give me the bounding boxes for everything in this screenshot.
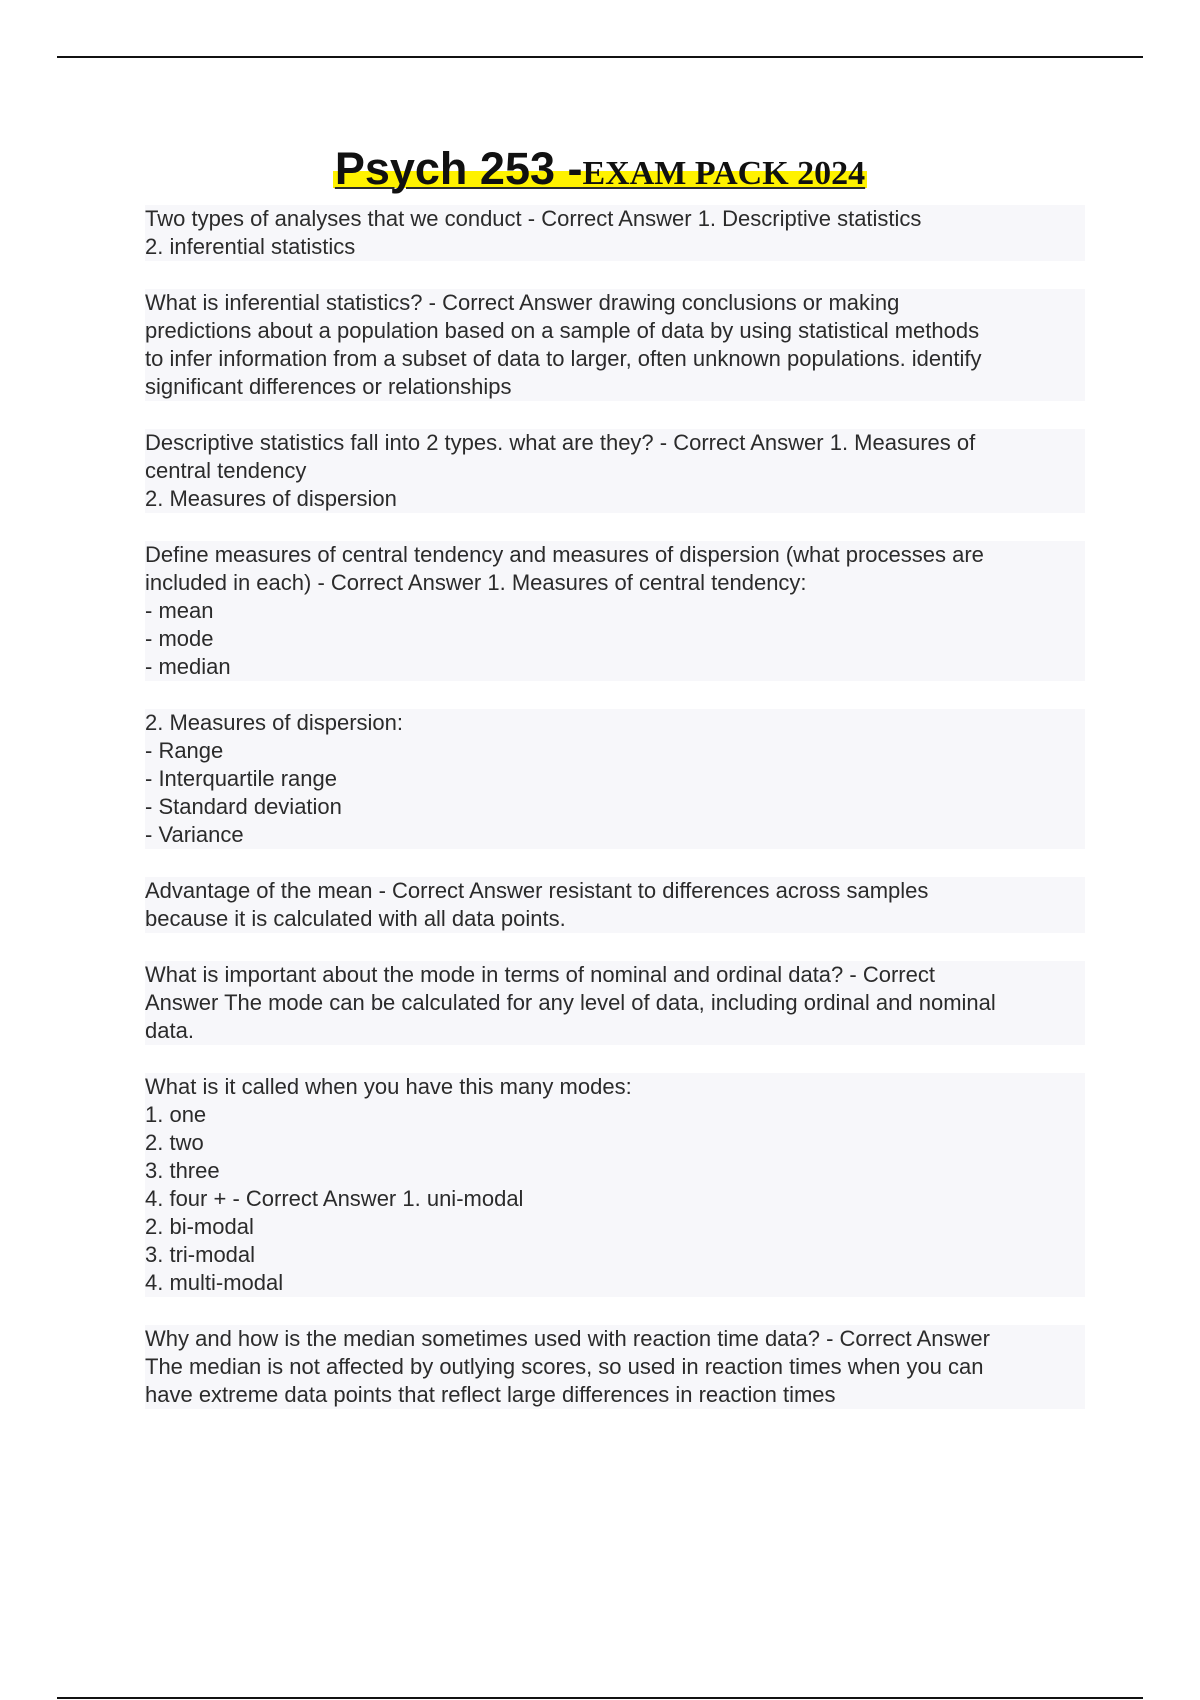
- qa-line: Advantage of the mean - Correct Answer resistant to differences across samples: [145, 878, 929, 903]
- qa-item: [145, 541, 1085, 681]
- qa-line: - Interquartile range: [145, 766, 337, 791]
- qa-item: [145, 877, 1085, 933]
- page-title: [0, 143, 1200, 195]
- qa-item: [145, 205, 1085, 261]
- qa-line: 3. tri-modal: [145, 1242, 256, 1267]
- qa-line: Define measures of central tendency and measures of dispersion (what processes are: [145, 542, 984, 567]
- qa-line: What is inferential statistics? - Correct Answer drawing conclusions or making: [145, 290, 900, 315]
- qa-line: Descriptive statistics fall into 2 types. what are they? - Correct Answer 1. Measures of: [145, 430, 976, 455]
- qa-item: [145, 1325, 1085, 1409]
- qa-line: 2. two: [145, 1130, 204, 1155]
- qa-line: Two types of analyses that we conduct - Correct Answer 1. Descriptive statistics: [145, 206, 922, 231]
- qa-line: 1. one: [145, 1102, 207, 1127]
- qa-line: central tendency: [145, 458, 307, 483]
- qa-item: [145, 709, 1085, 849]
- qa-line: What is important about the mode in terms of nominal and ordinal data? - Correct: [145, 962, 935, 987]
- qa-line: significant differences or relationships: [145, 374, 512, 399]
- qa-line: - Standard deviation: [145, 794, 342, 819]
- qa-line: - Variance: [145, 822, 244, 847]
- title-course: Psych 253 -: [334, 143, 583, 194]
- title-subtitle: EXAM PACK 2024: [582, 155, 866, 192]
- qa-line: data.: [145, 1018, 194, 1043]
- qa-line: The median is not affected by outlying scores, so used in reaction times when you can: [145, 1354, 984, 1379]
- qa-list: [145, 205, 1085, 1437]
- qa-line: included in each) - Correct Answer 1. Measures of central tendency:: [145, 570, 807, 595]
- qa-item: [145, 429, 1085, 513]
- qa-line: Why and how is the median sometimes used with reaction time data? - Correct Answer: [145, 1326, 990, 1351]
- qa-line: 2. bi-modal: [145, 1214, 254, 1239]
- qa-line: 4. four + - Correct Answer 1. uni-modal: [145, 1186, 524, 1211]
- qa-line: - Range: [145, 738, 224, 763]
- bottom-rule: [57, 1697, 1143, 1699]
- qa-line: - mode: [145, 626, 214, 651]
- title-highlight: [333, 143, 867, 194]
- qa-line: 4. multi-modal: [145, 1270, 284, 1295]
- qa-line: to infer information from a subset of data to larger, often unknown populations. identify: [145, 346, 982, 371]
- qa-line: - median: [145, 654, 231, 679]
- qa-line: have extreme data points that reflect large differences in reaction times: [145, 1382, 836, 1407]
- qa-item: [145, 961, 1085, 1045]
- qa-line: What is it called when you have this many modes:: [145, 1074, 632, 1099]
- qa-line: Answer The mode can be calculated for any level of data, including ordinal and nominal: [145, 990, 996, 1015]
- qa-item: [145, 1073, 1085, 1297]
- qa-line: 3. three: [145, 1158, 220, 1183]
- qa-item: [145, 289, 1085, 401]
- qa-line: 2. inferential statistics: [145, 234, 356, 259]
- top-rule: [57, 56, 1143, 58]
- qa-line: because it is calculated with all data points.: [145, 906, 566, 931]
- qa-line: 2. Measures of dispersion:: [145, 710, 404, 735]
- qa-line: - mean: [145, 598, 214, 623]
- qa-line: 2. Measures of dispersion: [145, 486, 397, 511]
- qa-line: predictions about a population based on a sample of data by using statistical methods: [145, 318, 980, 343]
